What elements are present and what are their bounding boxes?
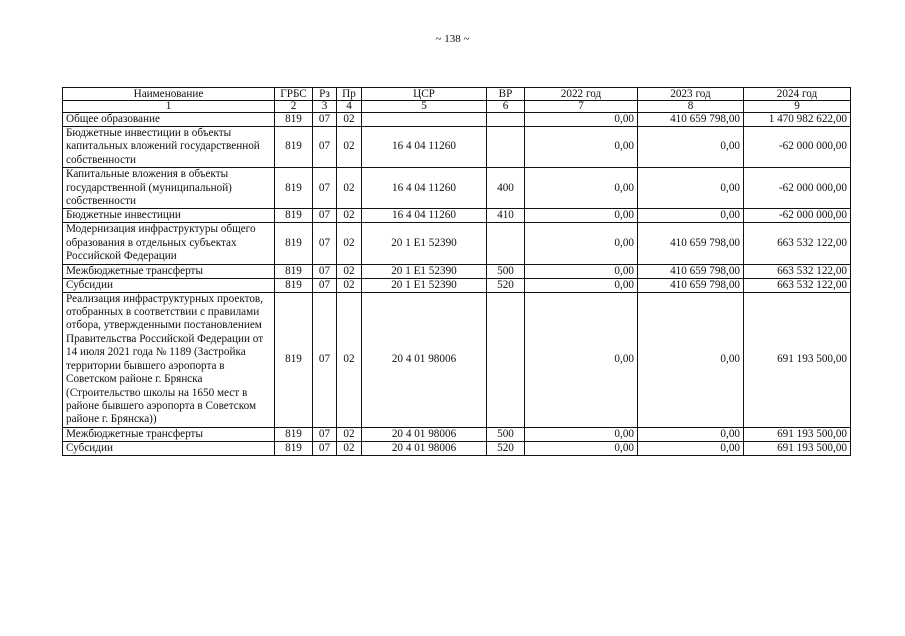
row-pr: 02 (337, 264, 362, 278)
row-rz: 07 (313, 292, 337, 427)
header-name: Наименование (63, 88, 275, 101)
row-2022: 0,00 (525, 292, 638, 427)
header-2023: 2023 год (638, 88, 744, 101)
row-2022: 0,00 (525, 223, 638, 264)
row-2024: 663 532 122,00 (744, 278, 851, 292)
row-rz: 07 (313, 264, 337, 278)
column-number-row (63, 101, 851, 113)
row-2023: 410 659 798,00 (638, 223, 744, 264)
row-2024: 1 470 982 622,00 (744, 113, 851, 127)
table-row (63, 113, 851, 127)
row-pr: 02 (337, 441, 362, 455)
table-row (63, 168, 851, 209)
row-grbs: 819 (275, 292, 313, 427)
row-grbs: 819 (275, 264, 313, 278)
row-2024: 663 532 122,00 (744, 264, 851, 278)
budget-table (62, 87, 851, 456)
row-2024: -62 000 000,00 (744, 127, 851, 168)
row-csr (362, 113, 487, 127)
header-2022: 2022 год (525, 88, 638, 101)
row-name: Межбюджетные трансферты (63, 427, 275, 441)
header-grbs: ГРБС (275, 88, 313, 101)
table-header-row (63, 88, 851, 101)
row-vr: 500 (487, 427, 525, 441)
row-csr: 20 1 E1 52390 (362, 278, 487, 292)
row-2024: 663 532 122,00 (744, 223, 851, 264)
row-rz: 07 (313, 127, 337, 168)
row-2024: -62 000 000,00 (744, 209, 851, 223)
row-csr: 20 4 01 98006 (362, 427, 487, 441)
row-2022: 0,00 (525, 113, 638, 127)
table-row (63, 292, 851, 427)
row-grbs: 819 (275, 441, 313, 455)
row-name: Субсидии (63, 441, 275, 455)
column-number: 3 (313, 101, 337, 113)
row-grbs: 819 (275, 209, 313, 223)
row-rz: 07 (313, 427, 337, 441)
row-name: Субсидии (63, 278, 275, 292)
row-2023: 410 659 798,00 (638, 278, 744, 292)
row-2023: 410 659 798,00 (638, 264, 744, 278)
table-row (63, 223, 851, 264)
header-vr: ВР (487, 88, 525, 101)
table-row (63, 209, 851, 223)
row-csr: 20 4 01 98006 (362, 441, 487, 455)
row-2023: 0,00 (638, 441, 744, 455)
row-vr (487, 223, 525, 264)
column-number: 9 (744, 101, 851, 113)
row-pr: 02 (337, 427, 362, 441)
row-rz: 07 (313, 278, 337, 292)
row-rz: 07 (313, 441, 337, 455)
row-2022: 0,00 (525, 168, 638, 209)
row-pr: 02 (337, 278, 362, 292)
header-rz: Рз (313, 88, 337, 101)
row-pr: 02 (337, 113, 362, 127)
row-csr: 16 4 04 11260 (362, 168, 487, 209)
row-name: Бюджетные инвестиции (63, 209, 275, 223)
row-2024: -62 000 000,00 (744, 168, 851, 209)
table-row (63, 427, 851, 441)
row-2022: 0,00 (525, 278, 638, 292)
column-number: 1 (63, 101, 275, 113)
row-2024: 691 193 500,00 (744, 427, 851, 441)
row-csr: 20 1 E1 52390 (362, 223, 487, 264)
row-vr (487, 292, 525, 427)
row-vr: 520 (487, 278, 525, 292)
row-rz: 07 (313, 113, 337, 127)
table-row (63, 441, 851, 455)
row-2022: 0,00 (525, 264, 638, 278)
row-2023: 0,00 (638, 292, 744, 427)
column-number: 6 (487, 101, 525, 113)
header-csr: ЦСР (362, 88, 487, 101)
row-name: Капитальные вложения в объекты государственной (муниципальной) собственности (63, 168, 275, 209)
header-pr: Пр (337, 88, 362, 101)
row-grbs: 819 (275, 427, 313, 441)
row-grbs: 819 (275, 223, 313, 264)
row-vr: 520 (487, 441, 525, 455)
row-vr (487, 127, 525, 168)
row-2023: 0,00 (638, 427, 744, 441)
row-name: Межбюджетные трансферты (63, 264, 275, 278)
row-vr: 500 (487, 264, 525, 278)
column-number: 4 (337, 101, 362, 113)
column-number: 5 (362, 101, 487, 113)
row-vr (487, 113, 525, 127)
column-number: 2 (275, 101, 313, 113)
row-name: Реализация инфраструктурных проектов, отобранных в соответствии с правилами отбора, утвержденными постановлением Правительства Российской Федерации от 14 июля 2021 года № 1189 (Застройка территории бывшего аэропорта в Советском районе г. Брянска (Строительство школы на 1650 мест в районе бывшего аэропорта в Советском районе г. Брянска)) (63, 292, 275, 427)
row-2024: 691 193 500,00 (744, 292, 851, 427)
row-grbs: 819 (275, 278, 313, 292)
row-csr: 20 1 E1 52390 (362, 264, 487, 278)
row-grbs: 819 (275, 168, 313, 209)
column-number: 7 (525, 101, 638, 113)
row-csr: 16 4 04 11260 (362, 209, 487, 223)
row-vr: 410 (487, 209, 525, 223)
row-pr: 02 (337, 209, 362, 223)
row-2022: 0,00 (525, 209, 638, 223)
row-name: Общее образование (63, 113, 275, 127)
row-2023: 0,00 (638, 127, 744, 168)
column-number: 8 (638, 101, 744, 113)
row-rz: 07 (313, 223, 337, 264)
table-row (63, 264, 851, 278)
row-grbs: 819 (275, 113, 313, 127)
row-2022: 0,00 (525, 441, 638, 455)
row-csr: 20 4 01 98006 (362, 292, 487, 427)
row-name: Бюджетные инвестиции в объекты капитальных вложений государственной собственности (63, 127, 275, 168)
row-grbs: 819 (275, 127, 313, 168)
row-pr: 02 (337, 292, 362, 427)
row-csr: 16 4 04 11260 (362, 127, 487, 168)
row-2023: 0,00 (638, 168, 744, 209)
page-number: ~ 138 ~ (435, 33, 470, 45)
table-row (63, 127, 851, 168)
row-2022: 0,00 (525, 127, 638, 168)
row-pr: 02 (337, 127, 362, 168)
header-2024: 2024 год (744, 88, 851, 101)
row-vr: 400 (487, 168, 525, 209)
row-2022: 0,00 (525, 427, 638, 441)
row-pr: 02 (337, 168, 362, 209)
row-rz: 07 (313, 168, 337, 209)
row-rz: 07 (313, 209, 337, 223)
row-pr: 02 (337, 223, 362, 264)
row-2024: 691 193 500,00 (744, 441, 851, 455)
row-2023: 0,00 (638, 209, 744, 223)
row-name: Модернизация инфраструктуры общего образования в отдельных субъектах Российской Федерации (63, 223, 275, 264)
row-2023: 410 659 798,00 (638, 113, 744, 127)
table-row (63, 278, 851, 292)
